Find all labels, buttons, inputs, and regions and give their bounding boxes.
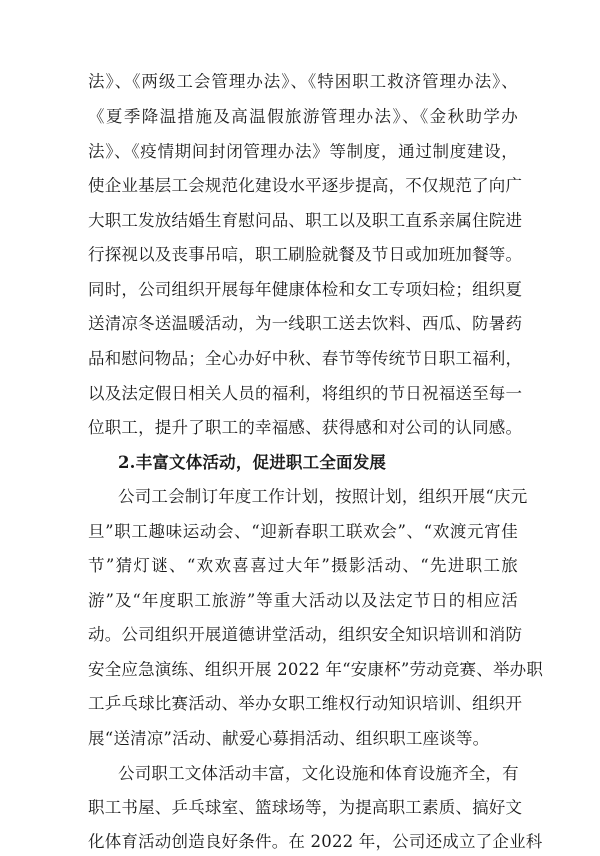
paragraph-line: 展“送清凉”活动、献爱心募捐活动、组织职工座谈等。 <box>88 729 490 748</box>
section-heading: 2.丰富文体活动，促进职工全面发展 <box>118 453 387 472</box>
paragraph-line: 安全应急演练、组织开展 2022 年“安康杯”劳动竞赛、举办职 <box>88 660 544 679</box>
paragraph-line: 品和慰问物品；全心办好中秋、春节等传统节日职工福利， <box>88 349 523 368</box>
paragraph-line: 公司工会制订年度工作计划，按照计划，组织开展“庆元 <box>118 487 528 506</box>
paragraph-line: 工乒乓球比赛活动、举办女职工维权行动知识培训、组织开 <box>88 694 523 713</box>
paragraph-line: 化体育活动创造良好条件。在 2022 年，公司还成立了企业科 <box>88 832 543 851</box>
paragraph-line: 法》、《两级工会管理办法》、《特困职工救济管理办法》、 <box>88 72 518 91</box>
paragraph-line: 使企业基层工会规范化建设水平逐步提高，不仅规范了向广 <box>88 176 523 195</box>
paragraph-line: 游”及“年度职工旅游”等重大活动以及法定节日的相应活 <box>88 591 518 610</box>
paragraph-line: 法》、《疫情期间封闭管理办法》等制度，通过制度建设， <box>88 142 518 161</box>
paragraph-line: 公司职工文体活动丰富，文化设施和体育设施齐全，有 <box>118 764 519 783</box>
paragraph-line: 行探视以及丧事吊唁，职工刷脸就餐及节日或加班加餐等。 <box>88 245 523 264</box>
paragraph-line: 旦”职工趣味运动会、“迎新春职工联欢会”、“欢渡元宵佳 <box>88 522 518 541</box>
paragraph-line: 大职工发放结婚生育慰问品、职工以及职工直系亲属住院进 <box>88 211 523 230</box>
paragraph-line: 《夏季降温措施及高温假旅游管理办法》、《金秋助学办 <box>88 107 518 126</box>
paragraph-line: 位职工，提升了职工的幸福感、获得感和对公司的认同感。 <box>88 418 523 437</box>
paragraph-line: 节”猜灯谜、“欢欢喜喜过大年”摄影活动、“先进职工旅 <box>88 556 518 575</box>
paragraph-line: 送清凉冬送温暖活动，为一线职工送去饮料、西瓜、防暑药 <box>88 314 523 333</box>
paragraph-line: 同时，公司组织开展每年健康体检和女工专项妇检；组织夏 <box>88 280 523 299</box>
paragraph-line: 以及法定假日相关人员的福利，将组织的节日祝福送至每一 <box>88 384 523 403</box>
paragraph-line: 职工书屋、乒乓球室、篮球场等，为提高职工素质、搞好文 <box>88 798 523 817</box>
paragraph-line: 动。公司组织开展道德讲堂活动，组织安全知识培训和消防 <box>88 625 523 644</box>
